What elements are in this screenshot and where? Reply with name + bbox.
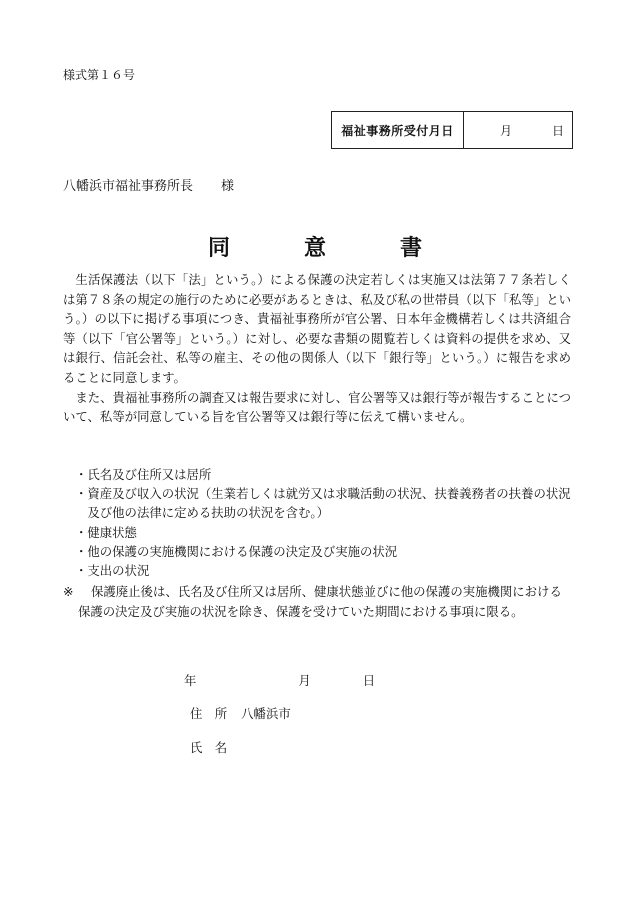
list-item: ・氏名及び住所又は居所: [75, 467, 212, 482]
consent-items-list: [75, 465, 573, 580]
consent-paragraph-1: 生活保護法（以下「法」という。）による保護の決定若しくは実施又は法第７７条若しくは第７８条の規定の施行のために必要があるときは、私及び私の世帯員（以下「私等」という。）の以下に掲げる事項につき、貴福祉事務所が官公署、日本年金機構若しくは共済組合等（以下「官公署等」という。）に対し、必要な書類の閲覧若しくは資料の提供を求め、又は銀行、信託会社、私等の雇主、その他の関係人（以下「銀行等」という。）に報告を求めることに同意します。: [63, 272, 572, 385]
date-year-label: 年: [184, 673, 197, 688]
addressee-name: 八幡浜市福祉事務所長: [63, 179, 194, 194]
reception-date-table: [331, 111, 573, 149]
address-value: 八幡浜市: [241, 706, 291, 721]
signature-date: [184, 671, 375, 689]
signature-name: [190, 738, 227, 756]
consent-body: [63, 270, 571, 427]
reception-date-label: 福祉事務所受付月日: [332, 112, 464, 148]
address-label: 住 所: [190, 706, 228, 721]
date-day-label: 日: [362, 673, 376, 688]
consent-paragraph-2: また、貴福祉事務所の調査又は報告要求に対し、官公署等又は銀行等が報告することについて、私等が同意している旨を官公署等又は銀行等に伝えて構いません。: [63, 389, 571, 425]
addressee-honorific: 様: [221, 179, 235, 194]
list-item: ・資産及び収入の状況（生業若しくは就労又は求職活動の状況、扶養義務者の扶養の状況及び他の法律に定める扶助の状況を含む。）: [75, 486, 571, 521]
date-month-label: 月: [298, 673, 311, 688]
addressee: [63, 175, 234, 194]
list-item: ・健康状態: [75, 524, 137, 540]
note-line-2: 保護の決定及び実施の状況を除き、保護を受けていた期間における事項に限る。: [78, 603, 524, 619]
title-char-2: 意: [303, 235, 326, 261]
note: [63, 582, 573, 621]
form-number: 様式第１６号: [63, 68, 136, 82]
reception-date-value: [464, 112, 572, 148]
list-item: ・支出の状況: [75, 563, 150, 579]
note-mark: ※: [63, 584, 74, 599]
list-item: ・他の保護の実施機関における保護の決定及び実施の状況: [75, 543, 398, 559]
signature-address: [190, 704, 291, 722]
reception-month: 月: [499, 123, 512, 138]
name-label: 氏 名: [190, 740, 228, 755]
document-title: [0, 231, 630, 262]
note-line-1: 保護廃止後は、氏名及び住所又は居所、健康状態並びに他の保護の実施機関における: [91, 584, 562, 599]
title-char-3: 書: [400, 235, 423, 261]
reception-day: 日: [551, 123, 564, 138]
title-char-1: 同: [207, 235, 230, 261]
